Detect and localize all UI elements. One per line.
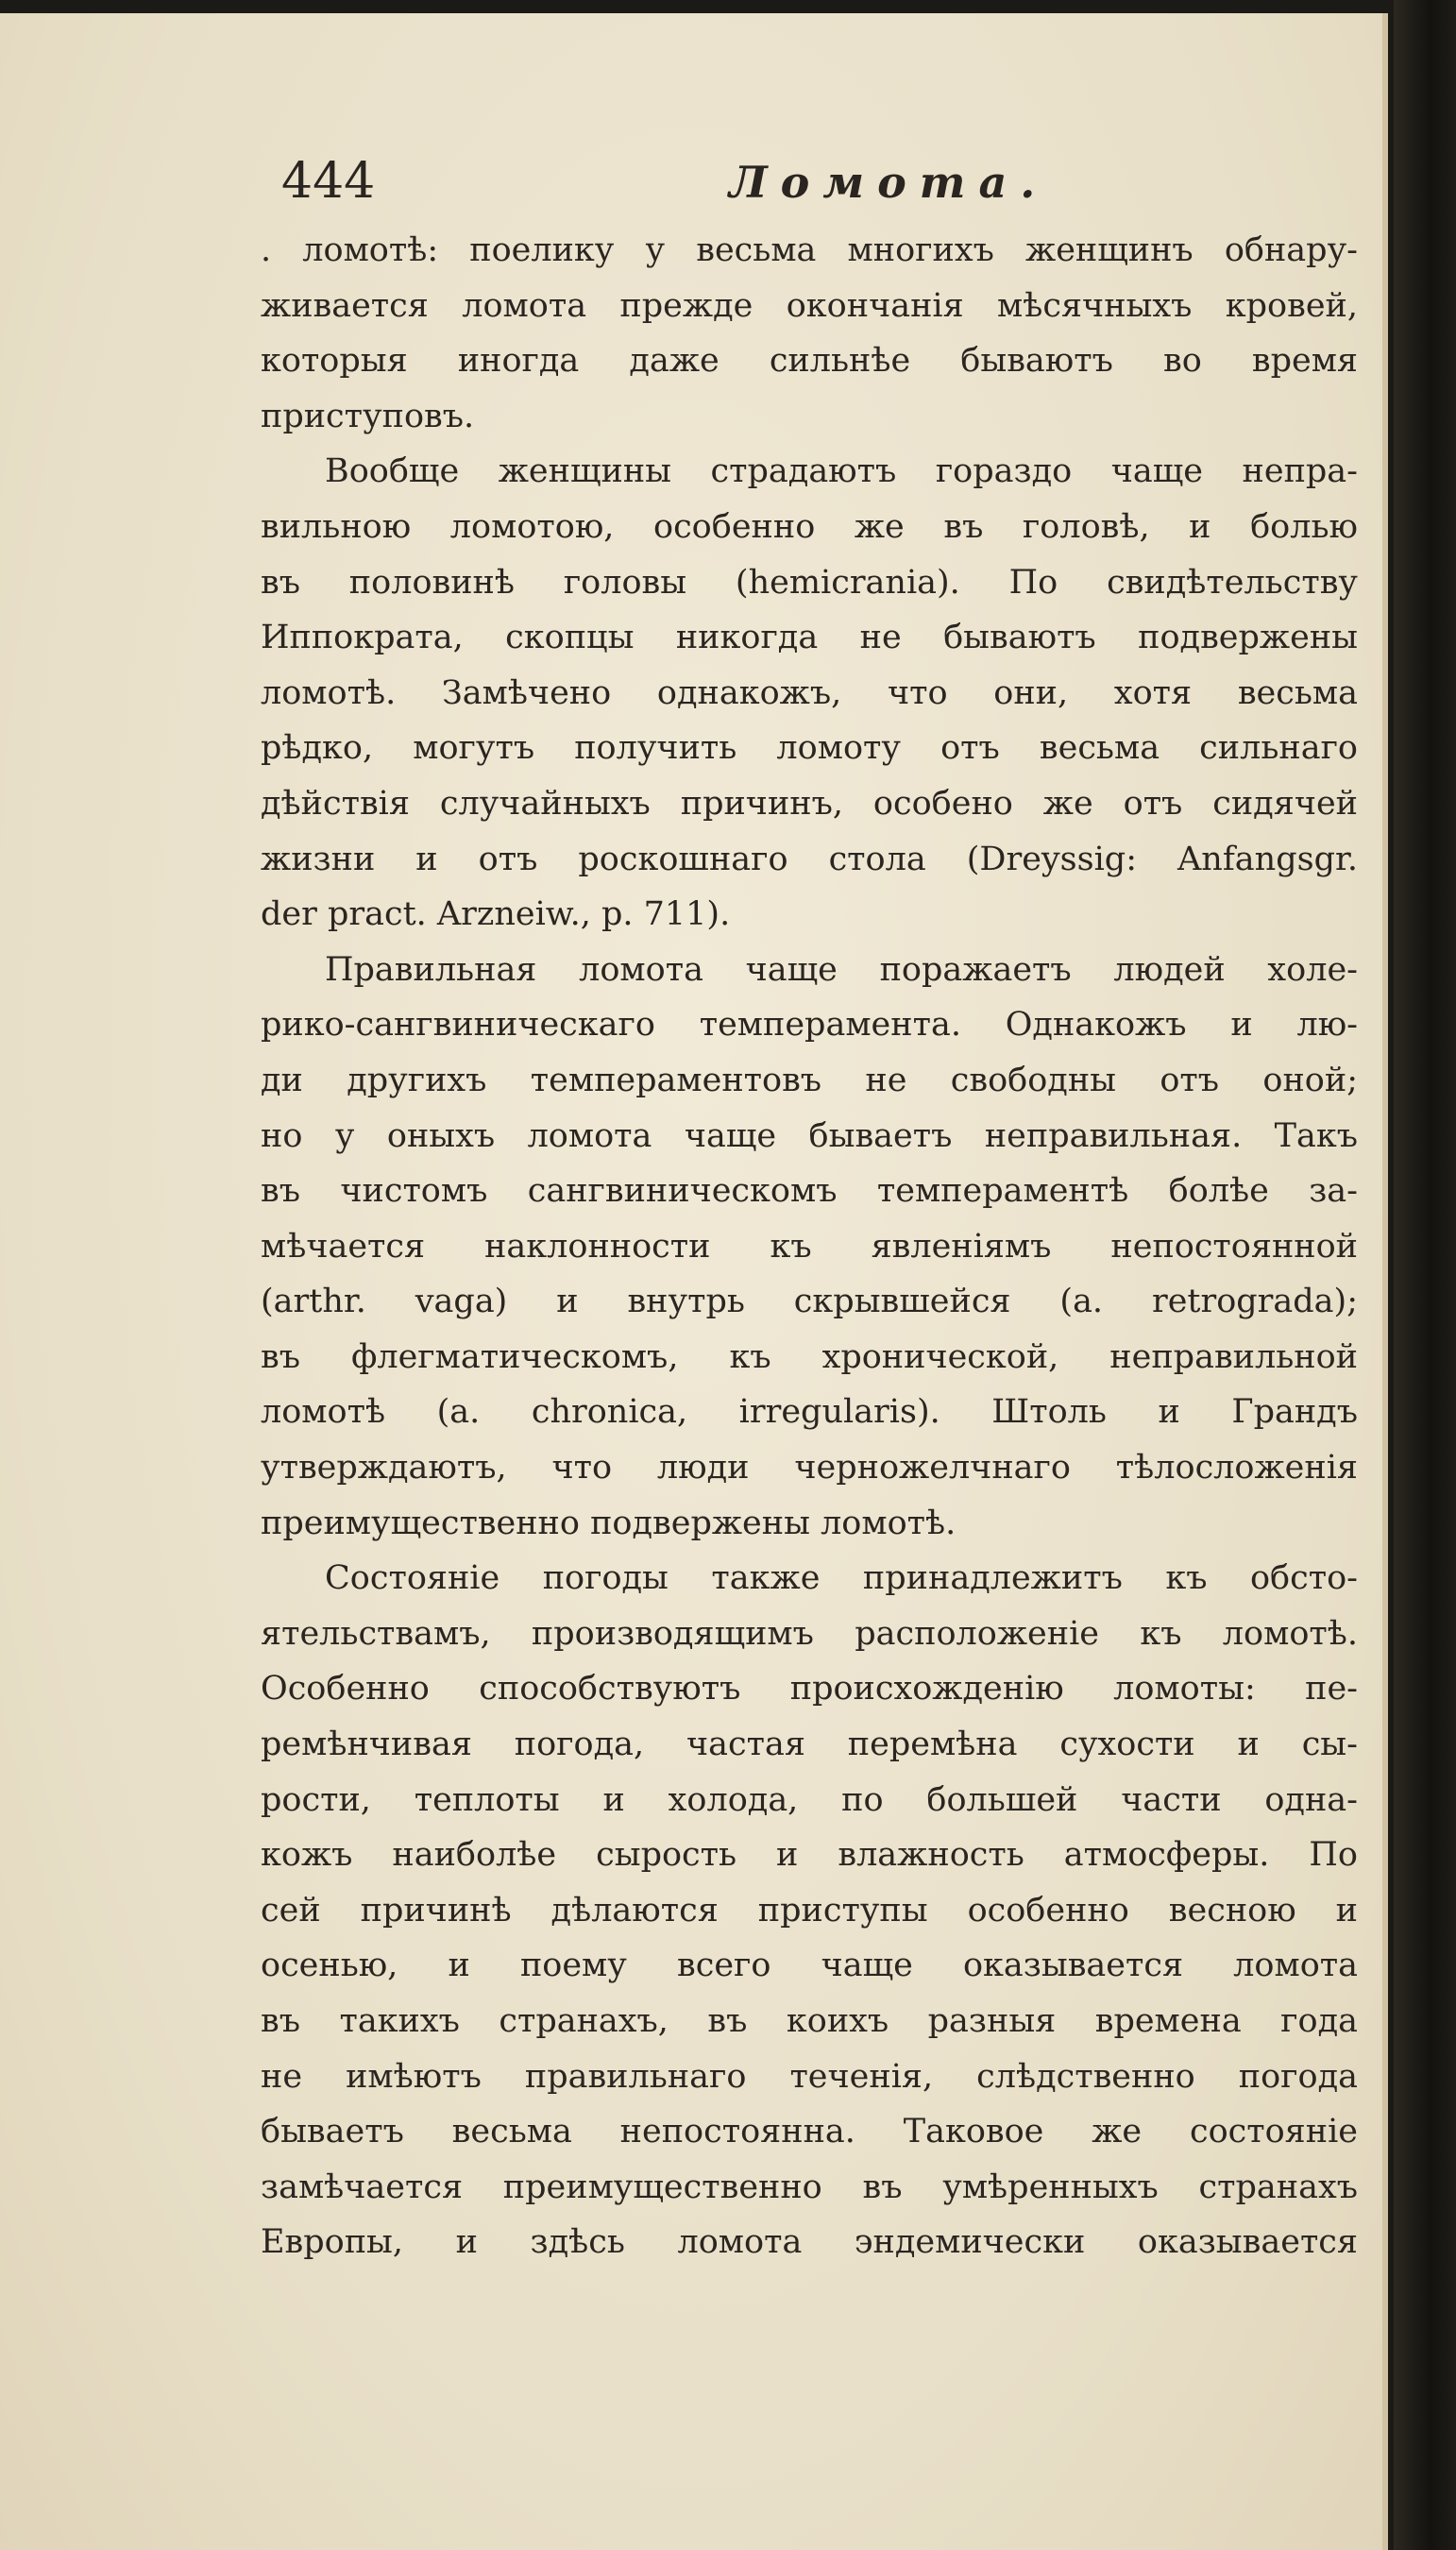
page-number: 444 (281, 153, 376, 210)
text-line: Вообще женщины страдаютъ гораздо чаще непра- (325, 452, 1358, 491)
text-line: въ половинѣ головы (hemicrania). По свидѣтельству (261, 563, 1358, 602)
text-line: бываетъ весьма непостоянна. Таковое же состояніе (261, 2113, 1358, 2151)
text-line: вильною ломотою, особенно же въ головѣ, и болью (261, 507, 1358, 546)
text-line: но у оныхъ ломота чаще бываетъ неправильная. Такъ (261, 1116, 1358, 1155)
text-line: Особенно способствуютъ происхожденію ломоты: пе- (261, 1670, 1358, 1708)
text-line: ломотѣ. Замѣчено однакожъ, что они, хотя весьма (261, 673, 1358, 712)
text-line: въ чистомъ сангвиническомъ темпераментѣ болѣе за- (261, 1172, 1358, 1211)
text-line: въ флегматическомъ, къ хронической, неправильной (261, 1337, 1358, 1376)
text-line: кожъ наиболѣе сырость и влажность атмосферы. По (261, 1836, 1358, 1875)
body-text (261, 223, 1358, 2270)
text-line: преимущественно подвержены ломотѣ. (261, 1504, 957, 1542)
text-line: сей причинѣ дѣлаются приступы особенно весною и (261, 1891, 1358, 1930)
page-header (281, 153, 1358, 219)
paragraph (261, 943, 1358, 1552)
text-line: утверждаютъ, что люди черножелчнаго тѣлосложенія (261, 1449, 1358, 1488)
paragraph (261, 223, 1358, 444)
text-line: der pract. Arzneiw., p. 711). (261, 895, 731, 934)
text-line: замѣчается преимущественно въ умѣренныхъ странахъ (261, 2168, 1358, 2206)
text-line: ди другихъ темпераментовъ не свободны отъ оной; (261, 1061, 1358, 1099)
text-line: которыя иногда даже сильнѣе бываютъ во время (261, 342, 1358, 381)
text-line: Европы, и здѣсь ломота эндемически оказывается (261, 2223, 1358, 2262)
text-line: рѣдко, могутъ получить ломоту отъ весьма сильнаго (261, 729, 1358, 768)
text-line: осенью, и поему всего чаще оказывается ломота (261, 1946, 1358, 1985)
text-line: ломотѣ (a. chronica, irregularis). Штоль и Грандъ (261, 1393, 1358, 1432)
paragraph (261, 444, 1358, 942)
text-line: рости, теплоты и холода, по большей части одна- (261, 1780, 1358, 1819)
text-line: приступовъ. (261, 397, 475, 435)
text-line: ятельствамъ, производящимъ расположеніе къ ломотѣ. (261, 1614, 1358, 1653)
text-line: рико-сангвиническаго темперамента. Однакожъ и лю- (261, 1006, 1358, 1045)
text-line: (arthr. vaga) и внутрь скрывшейся (a. retrograda); (261, 1283, 1358, 1321)
running-title: Ломота. (729, 157, 1049, 208)
text-line: Иппократа, скопцы никогда не бываютъ подвержены (261, 619, 1358, 657)
text-line: въ такихъ странахъ, въ коихъ разныя времена года (261, 2002, 1358, 2040)
book-page (0, 13, 1388, 2550)
text-line: жизни и отъ роскошнаго стола (Dreyssig: Anfangsgr. (261, 840, 1358, 878)
text-line: Правильная ломота чаще поражаетъ людей холе- (325, 950, 1358, 989)
text-line: не имѣютъ правильнаго теченія, слѣдственно погода (261, 2057, 1358, 2096)
text-line: ремѣнчивая погода, частая перемѣна сухости и сы- (261, 1726, 1358, 1764)
text-line: Состояніе погоды также принадлежитъ къ обсто- (325, 1559, 1358, 1598)
dark-page-edge (1394, 0, 1456, 2550)
text-line: дѣйствія случайныхъ причинъ, особено же отъ сидячей (261, 784, 1358, 823)
text-line: живается ломота прежде окончанія мѣсячныхъ кровей, (261, 286, 1358, 325)
text-line: . ломотѣ: поелику у весьма многихъ женщинъ обнару- (261, 231, 1358, 269)
text-line: мѣчается наклонности къ явленіямъ непостоянной (261, 1227, 1358, 1266)
paragraph (261, 1551, 1358, 2270)
